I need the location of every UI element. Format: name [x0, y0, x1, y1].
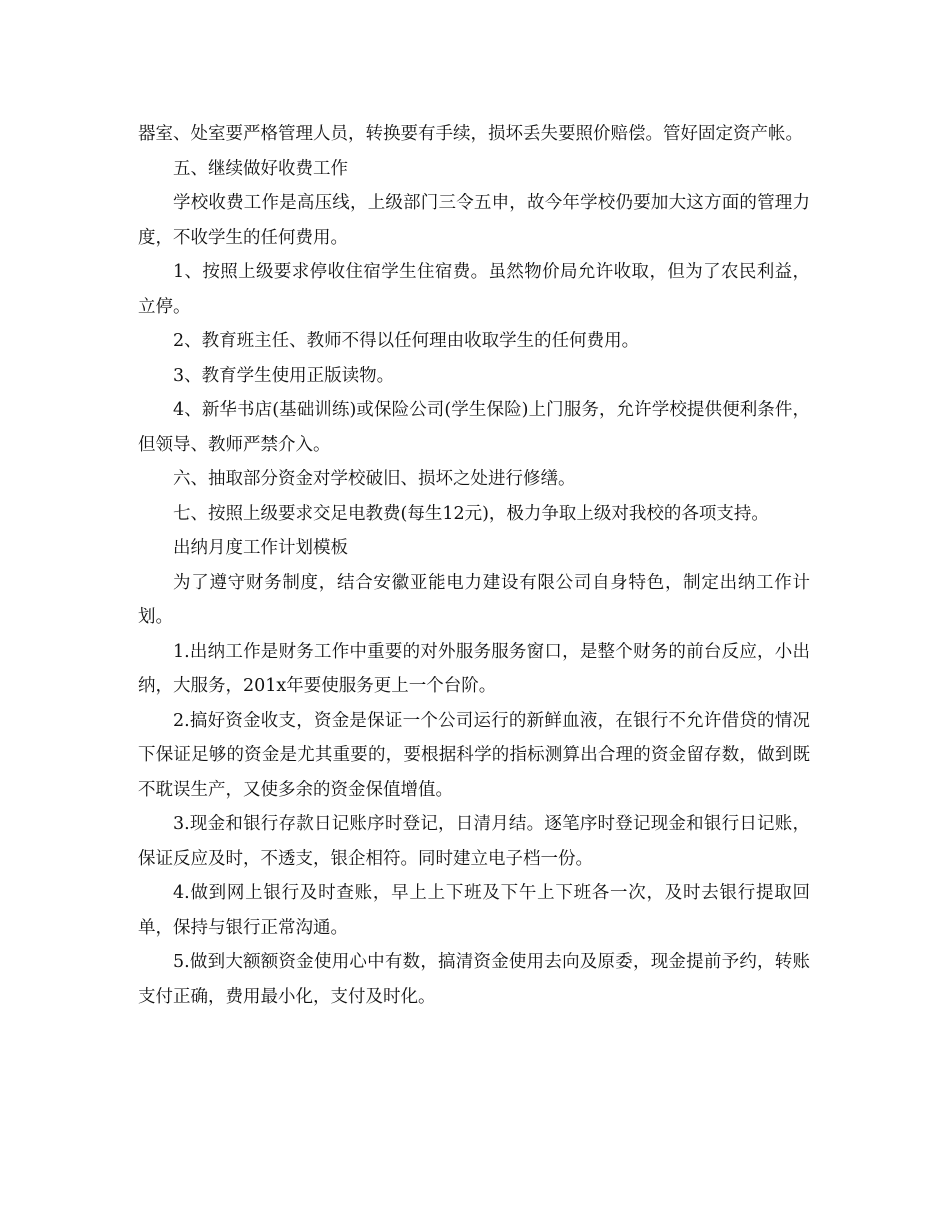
section-heading-7: 七、按照上级要求交足电教费(每生12元)，极力争取上级对我校的各项支持。: [173, 503, 769, 524]
plan-item-4: 4.做到网上银行及时查账，早上上下班及下午上下班各一次，及时去银行提取回单，保持与银行正常沟通。: [138, 883, 810, 938]
plan-item-5: 5.做到大额额资金使用心中有数，搞清资金使用去向及原委，现金提前予约，转账支付正确，费用最小化，支付及时化。: [138, 952, 810, 1007]
list-item-2: 2、教育班主任、教师不得以任何理由收取学生的任何费用。: [173, 331, 640, 351]
section-heading-6: 六、抽取部分资金对学校破旧、损坏之处进行修缮。: [173, 469, 576, 489]
paragraph-continuation: 器室、处室要严格管理人员，转换要有手续，损坏丢失要照价赔偿。管好固定资产帐。: [138, 124, 803, 144]
list-item-1: 1、按照上级要求停收住宿学生住宿费。虽然物价局允许收取，但为了农民利益，立停。: [138, 262, 810, 317]
plan-item-2: 2.搞好资金收支，资金是保证一个公司运行的新鲜血液，在银行不允许借贷的情况下保证足够的资金是尤其重要的，要根据科学的指标测算出合理的资金留存数，做到既不耽误生产，又使多余的资金保值增值。: [138, 710, 810, 800]
intro-paragraph: 为了遵守财务制度，结合安徽亚能电力建设有限公司自身特色，制定出纳工作计划。: [138, 572, 810, 627]
list-item-3: 3、教育学生使用正版读物。: [173, 365, 395, 386]
document-title: 出纳月度工作计划模板: [173, 538, 348, 558]
list-item-4: 4、新华书店(基础训练)或保险公司(学生保险)上门服务，允许学校提供便利条件，但领导、教师严禁介入。: [138, 400, 810, 455]
plan-item-1: 1.出纳工作是财务工作中重要的对外服务服务窗口，是整个财务的前台反应，小出纳，大服务，201x年要使服务更上一个台阶。: [138, 641, 810, 696]
plan-item-3: 3.现金和银行存款日记账序时登记，日清月结。逐笔序时登记现金和银行日记账，保证反应及时，不透支，银企相符。同时建立电子档一份。: [138, 814, 810, 869]
paragraph: 学校收费工作是高压线，上级部门三令五申，故今年学校仍要加大这方面的管理力度，不收学生的任何费用。: [138, 193, 810, 248]
document-page: [138, 117, 810, 1014]
section-heading-5: 五、继续做好收费工作: [173, 158, 348, 179]
